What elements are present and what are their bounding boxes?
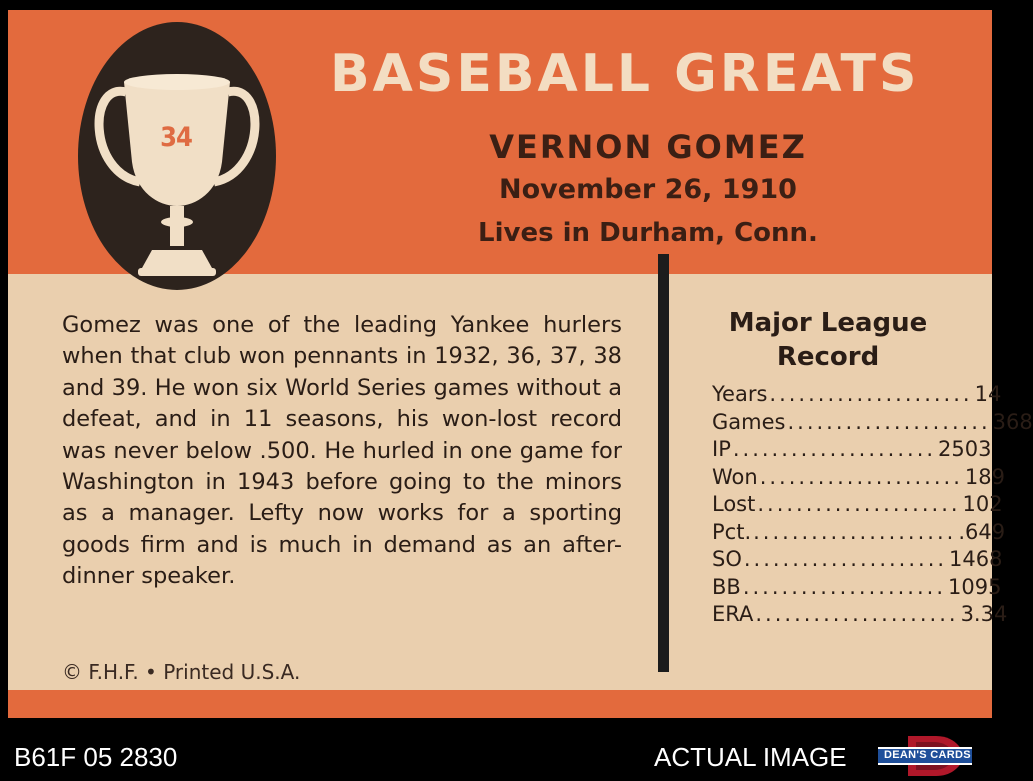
stat-leader-dots: ..................... bbox=[787, 409, 991, 434]
stat-row bbox=[712, 464, 1005, 493]
logo-text: DEAN'S CARDS bbox=[884, 749, 971, 761]
stat-value: 14 bbox=[974, 382, 1002, 406]
stat-label: Won bbox=[712, 464, 758, 489]
stat-row bbox=[712, 382, 1002, 410]
player-name: VERNON GOMEZ bbox=[489, 128, 807, 166]
stat-label: IP bbox=[712, 437, 731, 461]
stat-value: 102 bbox=[962, 492, 1003, 516]
stat-leader-dots: ..................... bbox=[742, 574, 947, 599]
trophy-oval bbox=[78, 22, 276, 290]
stat-leader-dots: ..................... bbox=[732, 437, 937, 461]
stat-label: SO bbox=[712, 547, 742, 571]
stat-leader-dots: ..................... bbox=[755, 602, 959, 626]
stat-row bbox=[712, 409, 1033, 438]
series-title: BASEBALL GREATS bbox=[330, 44, 920, 104]
stat-value: 3.34 bbox=[960, 602, 1008, 626]
stat-label: Years bbox=[712, 382, 768, 406]
footer-band bbox=[8, 690, 992, 718]
stat-leader-dots: ..................... bbox=[757, 492, 961, 516]
stat-row bbox=[712, 519, 1006, 548]
stat-label: BB bbox=[712, 574, 741, 599]
stat-value: .649 bbox=[958, 519, 1006, 544]
birthdate: November 26, 1910 bbox=[499, 174, 797, 205]
stat-row bbox=[712, 437, 992, 465]
stat-row bbox=[712, 492, 1003, 520]
inventory-code: B61F 05 2830 bbox=[14, 742, 178, 772]
stat-leader-dots: ..................... bbox=[753, 519, 957, 544]
stat-value: 1095 bbox=[948, 574, 1002, 599]
record-title: Major League Record bbox=[728, 308, 928, 372]
trophy-icon bbox=[78, 22, 276, 290]
card-back bbox=[8, 10, 1033, 718]
stat-value: 2503 bbox=[938, 437, 992, 461]
actual-image-label: ACTUAL IMAGE bbox=[654, 742, 847, 772]
stat-label: ERA bbox=[712, 602, 754, 626]
stat-value: 189 bbox=[964, 464, 1005, 489]
stat-label: Lost bbox=[712, 492, 756, 516]
stat-value: 1468 bbox=[949, 547, 1003, 571]
stat-leader-dots: ..................... bbox=[769, 382, 973, 406]
copyright-text: © F.H.F. • Printed U.S.A. bbox=[62, 660, 301, 684]
biography-text: Gomez was one of the leading Yankee hurlers when that club won pennants in 1932, 36, 37, 38 and 39. He won six World Series games without a defeat, and in 11 seasons, his won-lost record was never below .500. He hurled in one game for Washington in 1943 before going to the minors as a manager. Lefty now works for a sporting goods firm and is much in demand as an after-dinner speaker. bbox=[62, 312, 622, 590]
stat-row bbox=[712, 574, 1002, 603]
stat-value: 368 bbox=[992, 409, 1033, 434]
column-divider bbox=[658, 254, 669, 672]
residence: Lives in Durham, Conn. bbox=[478, 218, 818, 248]
stat-row bbox=[712, 547, 1003, 575]
stat-label: Pct. bbox=[712, 519, 752, 544]
stats-table bbox=[712, 382, 1033, 630]
stat-row bbox=[712, 602, 1008, 630]
card-number: 34 bbox=[160, 122, 192, 153]
stat-leader-dots: ..................... bbox=[759, 464, 963, 489]
stat-leader-dots: ..................... bbox=[743, 547, 948, 571]
stat-label: Games bbox=[712, 409, 786, 434]
